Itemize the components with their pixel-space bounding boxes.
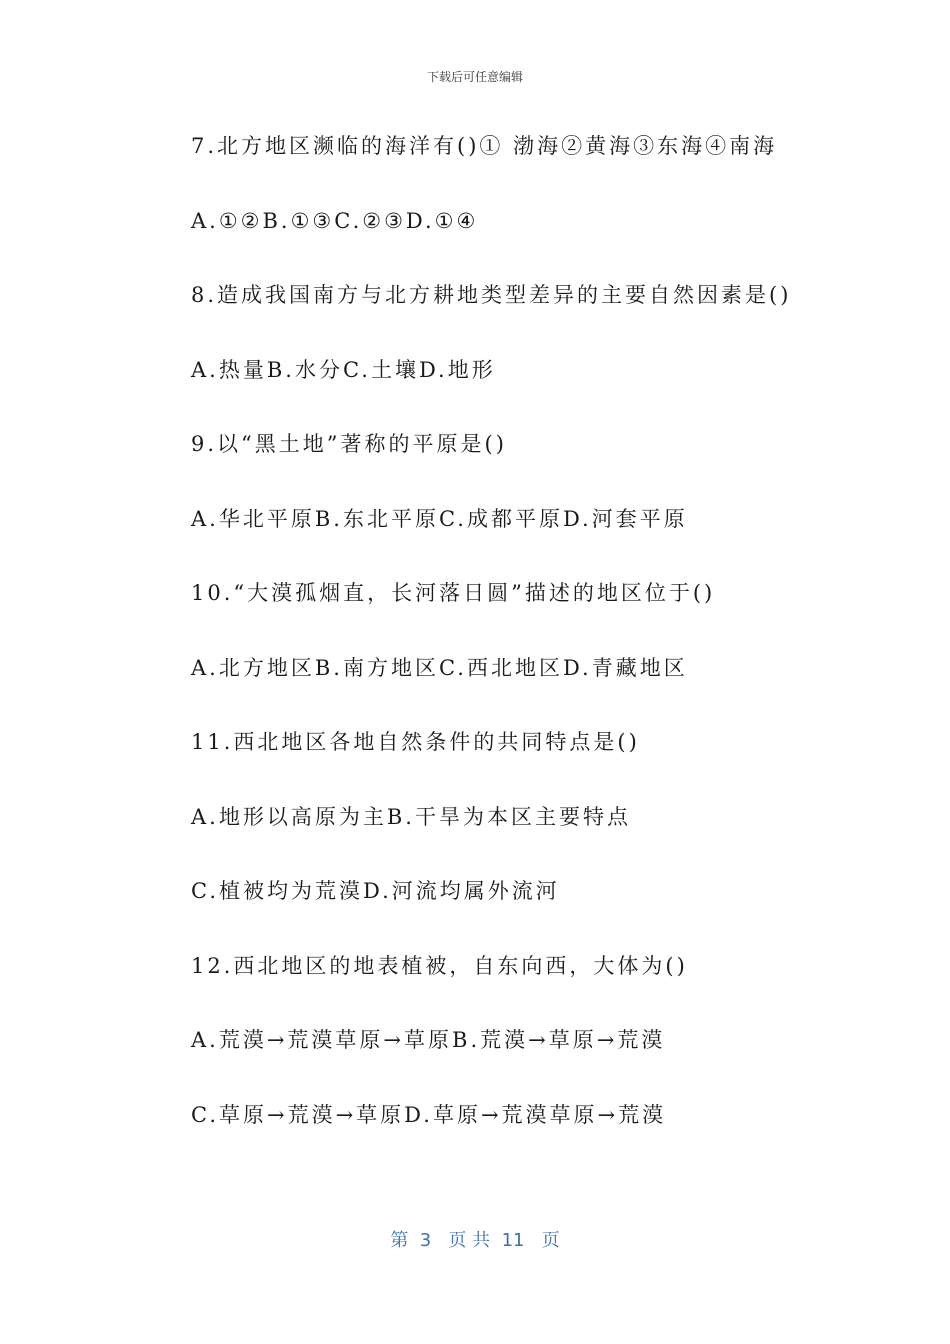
question-9-options: A.华北平原B.东北平原C.成都平原D.河套平原 — [191, 506, 688, 531]
question-11-options-ab: A.地形以高原为主B.干旱为本区主要特点 — [191, 804, 631, 829]
question-12-options-ab: A.荒漠→荒漠草原→草原B.荒漠→草原→荒漠 — [191, 1028, 666, 1052]
question-7: 7.北方地区濒临的海洋有()① 渤海②黄海③东海④南海 — [191, 134, 778, 158]
question-12-options-cd: C.草原→荒漠→草原D.草原→荒漠草原→荒漠 — [191, 1102, 667, 1127]
question-10: 10.“大漠孤烟直，长河落日圆”描述的地区位于() — [191, 581, 716, 605]
question-11-options-cd: C.植被均为荒漠D.河流均属外流河 — [191, 879, 560, 903]
document-body — [191, 128, 891, 1171]
page-header: 下载后可任意编辑 — [426, 70, 523, 84]
question-11: 11.西北地区各地自然条件的共同特点是() — [191, 730, 640, 754]
question-12: 12.西北地区的地表植被，自东向西，大体为() — [191, 953, 688, 978]
question-7-options: A.①②B.①③C.②③D.①④ — [191, 208, 479, 233]
question-8: 8.造成我国南方与北方耕地类型差异的主要自然因素是() — [191, 283, 792, 307]
page-footer: 第 3 页 共 11 页 — [390, 1230, 560, 1251]
question-8-options: A.热量B.水分C.土壤D.地形 — [191, 357, 496, 382]
question-9: 9.以“黑土地”著称的平原是() — [191, 432, 507, 456]
question-10-options: A.北方地区B.南方地区C.西北地区D.青藏地区 — [191, 655, 688, 680]
